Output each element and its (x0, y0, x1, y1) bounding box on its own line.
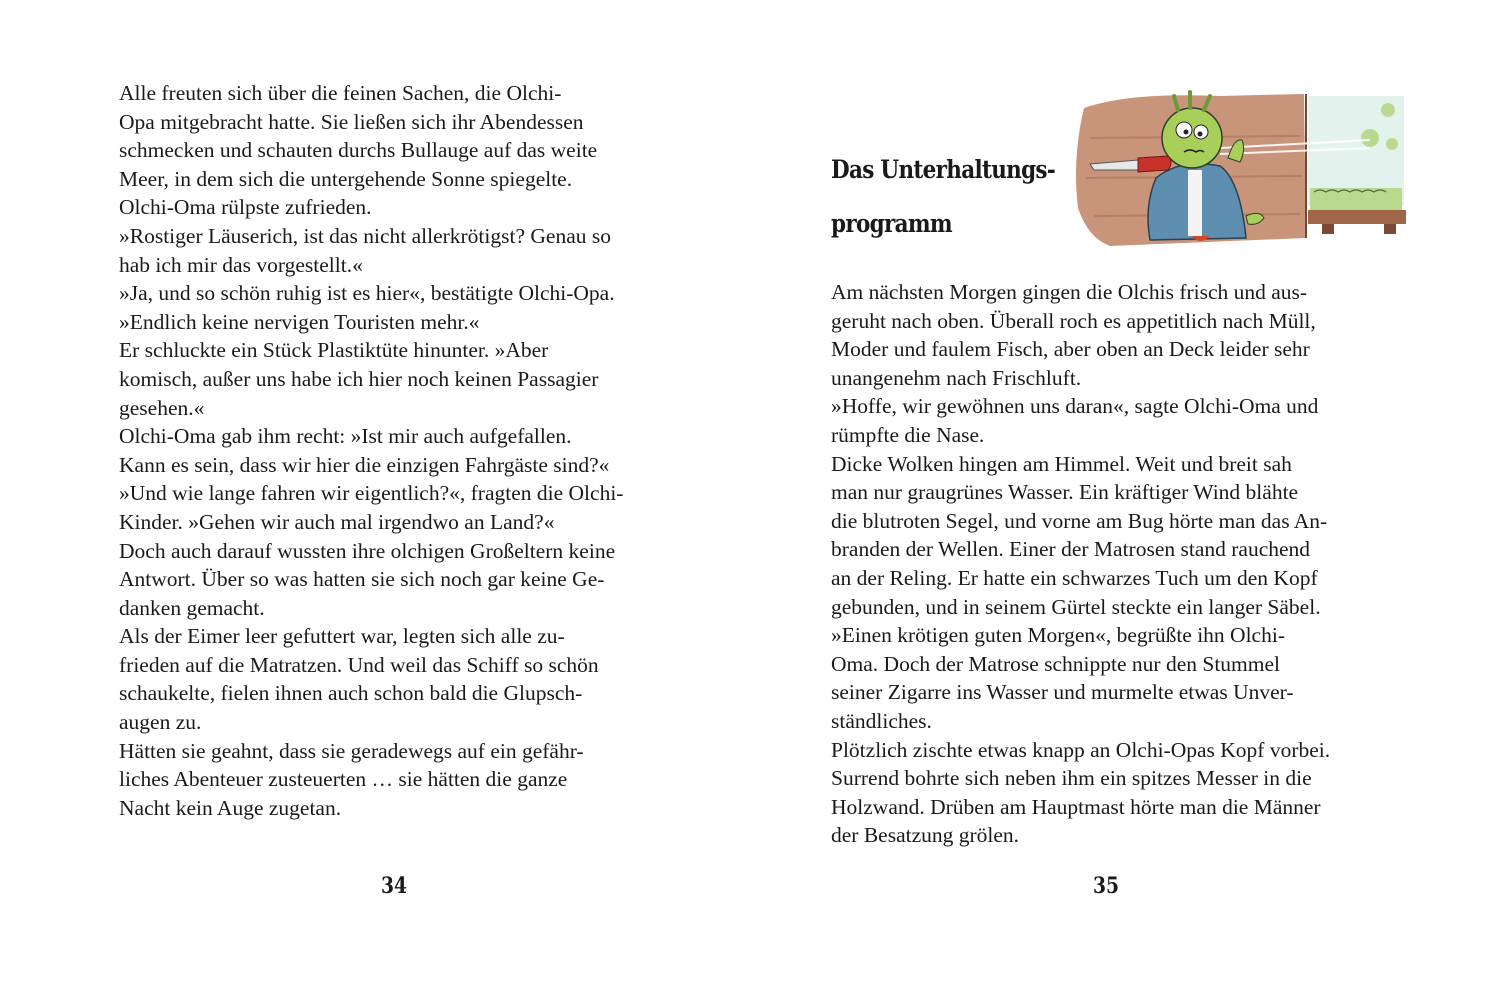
text-line: Oma. Doch der Matrose schnippte nur den Stummel (831, 651, 1281, 676)
text-line: Olchi-Oma rülpste zufrieden. (119, 195, 372, 220)
text-line: Nacht kein Auge zugetan. (119, 795, 342, 820)
text-line: frieden auf die Matratzen. Und weil das Schiff so schön (119, 652, 599, 677)
text-line: schmecken und schauten durchs Bullauge auf das weite (119, 138, 598, 163)
text-line: an der Reling. Er hatte ein schwarzes Tuch um den Kopf (831, 565, 1318, 590)
text-line: Olchi-Oma gab ihm recht: »Ist mir auch aufgefallen. (119, 424, 572, 449)
knife-handle (1138, 156, 1171, 172)
text-line: hab ich mir das vorgestellt.« (119, 252, 363, 277)
text-line: Am nächsten Morgen gingen die Olchis frisch und aus- (831, 280, 1308, 304)
text-line: Er schluckte ein Stück Plastiktüte hinunter. »Aber (119, 338, 549, 363)
text-line: Kinder. »Gehen wir auch mal irgendwo an Land?« (119, 509, 555, 534)
text-line: Moder und faulem Fisch, aber oben an Deck leider sehr (831, 337, 1310, 362)
olchi-head (1162, 108, 1222, 168)
chapter-title-line-2: programm (831, 209, 952, 238)
text-line: die blutroten Segel, und vorne am Bug hörte man das An- (831, 508, 1328, 533)
text-line: Dicke Wolken hingen am Himmel. Weit und breit sah (831, 451, 1292, 476)
left-page-body-text (119, 79, 623, 822)
text-line: »Ja, und so schön ruhig ist es hier«, bestätigte Olchi-Opa. (119, 281, 615, 306)
text-line: Antwort. Über so was hatten sie sich noch gar keine Ge- (119, 567, 605, 592)
chapter-title (831, 143, 1055, 251)
text-line: ständliches. (831, 708, 932, 733)
text-line: seiner Zigarre ins Wasser und murmelte etwas Unver- (831, 680, 1294, 705)
text-line: Doch auch darauf wussten ihre olchigen Großeltern keine (119, 538, 616, 563)
text-line: man nur graugrünes Wasser. Ein kräftiger Wind blähte (831, 480, 1299, 505)
right-page-body-text (831, 278, 1330, 850)
text-line: Opa mitgebracht hatte. Sie ließen sich ihr Abendessen (119, 109, 584, 134)
text-line: schaukelte, fielen ihnen auch schon bald die Glupsch- (119, 681, 583, 706)
text-line: »Endlich keine nervigen Touristen mehr.« (119, 309, 480, 334)
text-line: »Rostiger Läuserich, ist das nicht allerkrötigst? Genau so (119, 223, 611, 248)
text-line: rümpfte die Nase. (831, 422, 985, 447)
chapter-illustration (1070, 88, 1410, 252)
text-line: augen zu. (119, 710, 202, 735)
text-line: komisch, außer uns habe ich hier noch keinen Passagier (119, 366, 599, 391)
text-line: danken gemacht. (119, 595, 265, 620)
text-line: Hätten sie geahnt, dass sie geradewegs auf ein gefähr- (119, 738, 584, 763)
text-line: Surrend bohrte sich neben ihm ein spitzes Messer in die (831, 766, 1312, 791)
text-line: »Hoffe, wir gewöhnen uns daran«, sagte Olchi-Oma und (831, 394, 1319, 419)
text-line: Plötzlich zischte etwas knapp an Olchi-Opas Kopf vorbei. (831, 737, 1331, 762)
text-line: Meer, in dem sich die untergehende Sonne spiegelte. (119, 166, 573, 191)
text-line: der Besatzung grölen. (831, 823, 1020, 848)
text-line: branden der Wellen. Einer der Matrosen stand rauchend (831, 537, 1311, 562)
text-line: gebunden, und in seinem Gürtel steckte ein langer Säbel. (831, 594, 1321, 619)
text-line: Kann es sein, dass wir hier die einzigen Fahrgäste sind?« (119, 452, 610, 477)
text-line: »Einen krötigen guten Morgen«, begrüßte ihn Olchi- (831, 623, 1285, 648)
text-line: liches Abenteuer zusteuerten … sie hätten die ganze (119, 767, 568, 792)
page-number-right: 35 (1092, 873, 1120, 899)
page-number-left: 34 (380, 873, 408, 899)
text-line: unangenehm nach Frischluft. (831, 365, 1082, 390)
text-line: Als der Eimer leer gefuttert war, legten sich alle zu- (119, 624, 565, 649)
text-line: Holzwand. Drüben am Hauptmast hörte man die Männer (831, 794, 1321, 819)
railing (1308, 210, 1406, 224)
right-page (750, 0, 1500, 997)
text-line: »Und wie lange fahren wir eigentlich?«, fragten die Olchi- (119, 481, 624, 506)
text-line: geruht nach oben. Überall roch es appetitlich nach Müll, (831, 308, 1316, 333)
text-line: Alle freuten sich über die feinen Sachen, die Olchi- (119, 81, 562, 105)
text-line: gesehen.« (119, 395, 205, 420)
chapter-title-line-1: Das Unterhaltungs- (831, 155, 1056, 184)
